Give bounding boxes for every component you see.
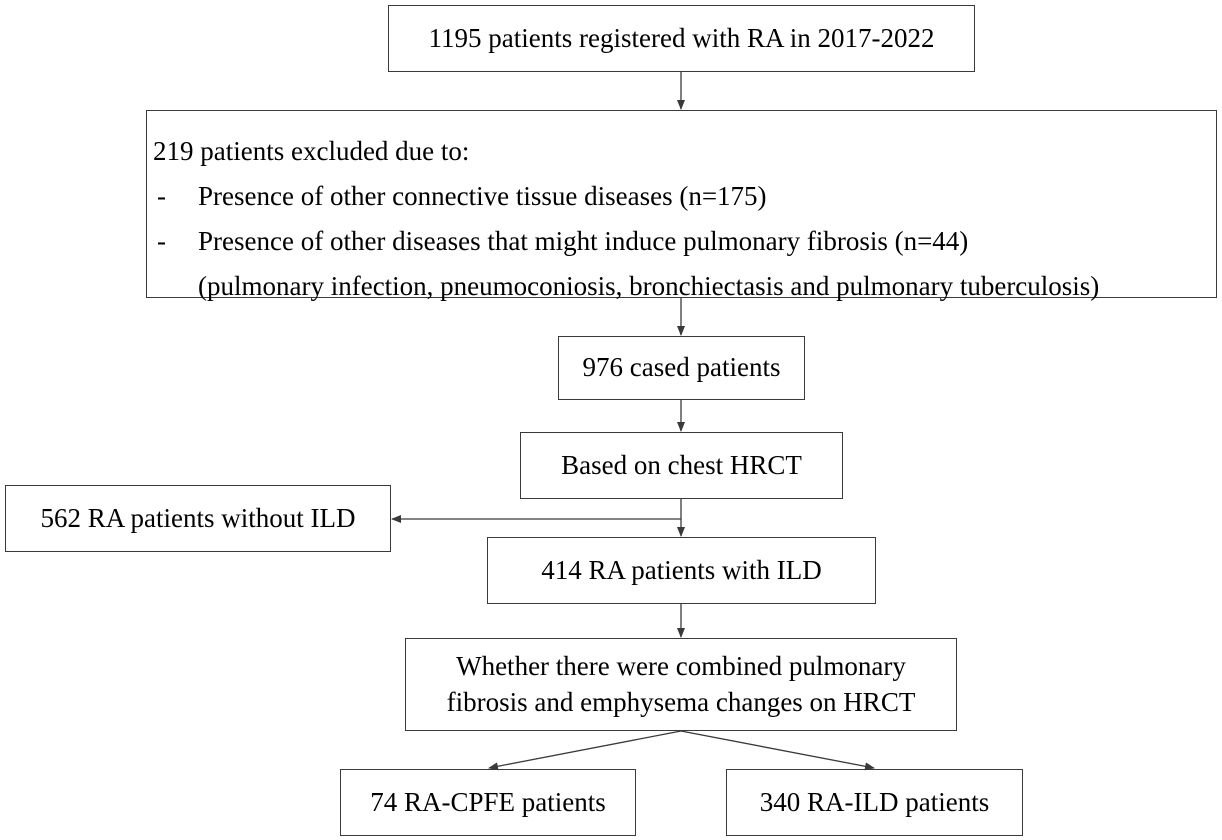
box-with-ild [487,537,876,604]
box-ra-ild [726,769,1023,836]
box-chest-hrct [520,432,843,499]
exclusion-reason-text: Presence of other connective tissue diseases (n=175) [198,181,767,211]
with-ild-text: 414 RA patients with ILD [541,554,822,585]
question-line: Whether there were combined pulmonary [456,651,906,682]
bullet-dash: - [157,181,166,211]
question-line: fibrosis and emphysema changes on HRCT [446,686,916,717]
exclusion-reason-text: Presence of other diseases that might induce pulmonary fibrosis (n=44) [198,226,969,256]
box-cased-patients [558,336,805,400]
ra-cpfe-text: 74 RA-CPFE patients [370,786,606,817]
arrow-question-to-ra-ild [681,731,874,768]
without-ild-text: 562 RA patients without ILD [40,502,356,533]
excluded-heading: 219 patients excluded due to: [153,136,470,166]
box-ra-cpfe [340,769,636,836]
box-without-ild [5,485,391,552]
registered-patients-text: 1195 patients registered with RA in 2017-2022 [428,22,935,53]
box-excluded-patients [146,110,1217,301]
arrow-question-to-cpfe [489,731,681,768]
chest-hrct-text: Based on chest HRCT [561,449,802,480]
cased-patients-text: 976 cased patients [582,352,781,383]
box-cpfe-question [405,638,957,731]
bullet-dash: - [157,226,166,256]
exclusion-detail-text: (pulmonary infection, pneumoconiosis, bronchiectasis and pulmonary tuberculosis) [198,271,1100,301]
exclusion-reason-detail [153,264,1216,309]
ra-ild-text: 340 RA-ILD patients [759,786,990,817]
exclusion-reason-item [153,219,1216,264]
box-registered-patients [388,5,975,72]
exclusion-reason-item [153,174,1216,219]
